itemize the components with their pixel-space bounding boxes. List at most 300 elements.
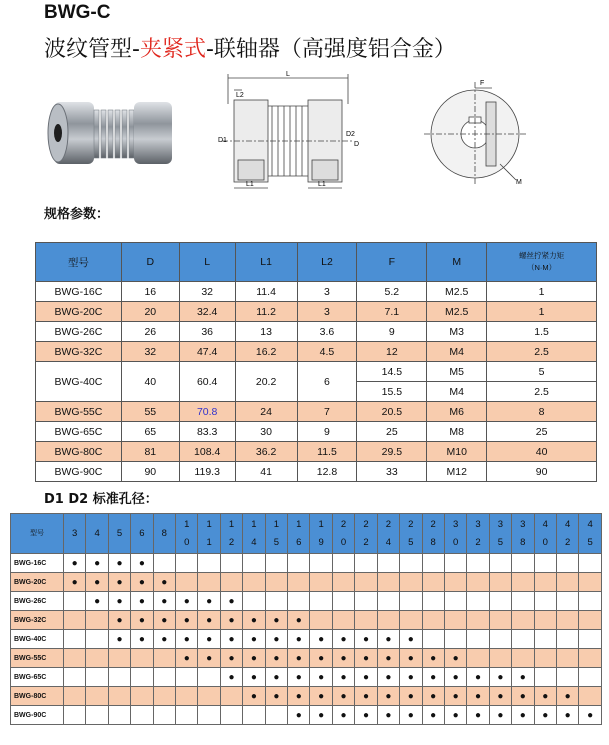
- spec-cell-l2: 11.5: [297, 442, 357, 462]
- bore-empty-cell: [131, 668, 153, 687]
- bore-available-dot: ●: [265, 649, 287, 668]
- bore-available-dot: ●: [198, 611, 220, 630]
- bore-empty-cell: [534, 554, 556, 573]
- bore-row: [11, 668, 602, 687]
- bore-available-dot: ●: [243, 687, 265, 706]
- bore-empty-cell: [64, 706, 86, 725]
- bore-col-size: [64, 514, 86, 554]
- bore-available-dot: ●: [355, 668, 377, 687]
- spec-cell-d: 90: [121, 462, 179, 482]
- bore-empty-cell: [198, 554, 220, 573]
- bore-size-label: 10: [184, 518, 190, 548]
- spec-cell-f: 33: [357, 462, 427, 482]
- bore-empty-cell: [220, 573, 242, 592]
- bore-available-dot: ●: [422, 649, 444, 668]
- title-red-part: 夹紧式: [139, 37, 206, 62]
- title-part1: 波纹管型-: [44, 37, 140, 62]
- spec-cell-t: 1.5: [487, 322, 597, 342]
- bore-available-dot: ●: [86, 554, 108, 573]
- bore-col-size: [176, 514, 198, 554]
- bore-available-dot: ●: [243, 611, 265, 630]
- bore-empty-cell: [534, 630, 556, 649]
- bore-available-dot: ●: [444, 687, 466, 706]
- bore-empty-cell: [64, 630, 86, 649]
- bore-empty-cell: [556, 668, 578, 687]
- bore-col-size: [131, 514, 153, 554]
- bore-empty-cell: [489, 611, 511, 630]
- spec-cell-l1: 11.2: [235, 302, 297, 322]
- bore-available-dot: ●: [220, 592, 242, 611]
- bore-row: [11, 687, 602, 706]
- spec-row: [36, 422, 597, 442]
- bore-empty-cell: [512, 611, 534, 630]
- bore-available-dot: ●: [131, 573, 153, 592]
- bore-empty-cell: [108, 706, 130, 725]
- spec-cell-model: BWG-55C: [36, 402, 122, 422]
- bore-empty-cell: [86, 649, 108, 668]
- bore-available-dot: ●: [377, 706, 399, 725]
- spec-cell-t: 8: [487, 402, 597, 422]
- bore-col-size: [153, 514, 175, 554]
- bore-empty-cell: [467, 630, 489, 649]
- bore-empty-cell: [579, 554, 602, 573]
- bore-empty-cell: [288, 573, 310, 592]
- bore-empty-cell: [64, 611, 86, 630]
- bore-size-label: 30: [452, 518, 459, 548]
- bore-available-dot: ●: [288, 706, 310, 725]
- spec-cell-model: BWG-16C: [36, 282, 122, 302]
- bore-row-model: BWG-65C: [11, 668, 64, 687]
- bore-available-dot: ●: [444, 706, 466, 725]
- bore-available-dot: ●: [265, 630, 287, 649]
- bore-available-dot: ●: [131, 592, 153, 611]
- spec-cell-t: 25: [487, 422, 597, 442]
- dim-L1: L1: [246, 181, 254, 188]
- bore-available-dot: ●: [355, 630, 377, 649]
- spec-cell-l: 32.4: [179, 302, 235, 322]
- bore-col-size: [512, 514, 534, 554]
- bore-available-dot: ●: [332, 687, 354, 706]
- bore-size-label: 38: [520, 518, 526, 548]
- spec-cell-model: BWG-32C: [36, 342, 122, 362]
- spec-cell-f: 14.5: [357, 362, 427, 382]
- bore-available-dot: ●: [265, 668, 287, 687]
- col-F: F: [357, 243, 427, 282]
- bore-available-dot: ●: [220, 611, 242, 630]
- bore-empty-cell: [332, 592, 354, 611]
- bore-available-dot: ●: [310, 630, 332, 649]
- bore-col-size: [265, 514, 287, 554]
- bore-size-label: 28: [430, 518, 436, 548]
- bore-available-dot: ●: [512, 668, 534, 687]
- bore-size-label: 15: [273, 518, 279, 548]
- bore-empty-cell: [332, 573, 354, 592]
- bore-available-dot: ●: [108, 554, 130, 573]
- spec-cell-m: M2.5: [427, 302, 487, 322]
- spec-cell-l: 119.3: [179, 462, 235, 482]
- bore-empty-cell: [422, 573, 444, 592]
- bore-available-dot: ●: [422, 668, 444, 687]
- bore-size-label: 45: [587, 518, 593, 548]
- spec-cell-model: BWG-90C: [36, 462, 122, 482]
- bore-empty-cell: [512, 573, 534, 592]
- bore-empty-cell: [467, 573, 489, 592]
- bore-available-dot: ●: [310, 706, 332, 725]
- bore-empty-cell: [556, 592, 578, 611]
- bore-col-size: [579, 514, 602, 554]
- bore-col-size: [556, 514, 578, 554]
- title-part2: -联轴器（高强度铝合金）: [205, 37, 456, 62]
- spec-cell-l1: 20.2: [235, 362, 297, 402]
- bore-empty-cell: [377, 573, 399, 592]
- spec-row: [36, 362, 597, 382]
- bore-size-label: 3: [72, 527, 78, 539]
- spec-row: [36, 322, 597, 342]
- bore-size-label: 5: [116, 527, 123, 539]
- spec-cell-model: BWG-65C: [36, 422, 122, 442]
- bore-empty-cell: [332, 611, 354, 630]
- bore-empty-cell: [556, 611, 578, 630]
- bore-row: [11, 706, 602, 725]
- spec-cell-l2: 9: [297, 422, 357, 442]
- bore-empty-cell: [534, 611, 556, 630]
- bore-col-size: [422, 514, 444, 554]
- bore-table: [10, 513, 602, 725]
- bore-row-model: BWG-16C: [11, 554, 64, 573]
- bore-empty-cell: [265, 592, 287, 611]
- bore-empty-cell: [243, 706, 265, 725]
- bore-available-dot: ●: [220, 649, 242, 668]
- bore-available-dot: ●: [288, 611, 310, 630]
- bore-available-dot: ●: [377, 687, 399, 706]
- bore-empty-cell: [265, 554, 287, 573]
- bore-size-label: 24: [385, 518, 392, 548]
- bore-available-dot: ●: [400, 630, 422, 649]
- spec-cell-l1: 36.2: [235, 442, 297, 462]
- bore-available-dot: ●: [198, 649, 220, 668]
- spec-row: [36, 302, 597, 322]
- bore-empty-cell: [400, 611, 422, 630]
- bore-size-label: 16: [296, 518, 302, 548]
- bore-col-size: [310, 514, 332, 554]
- spec-cell-d: 81: [121, 442, 179, 462]
- technical-drawing: [212, 70, 362, 194]
- bore-row-model: BWG-20C: [11, 573, 64, 592]
- bore-col-size: [355, 514, 377, 554]
- col-M: M: [427, 243, 487, 282]
- bore-empty-cell: [444, 554, 466, 573]
- bore-empty-cell: [198, 573, 220, 592]
- spec-cell-d: 20: [121, 302, 179, 322]
- bore-col-size: [467, 514, 489, 554]
- bore-col-size: [400, 514, 422, 554]
- bore-empty-cell: [153, 649, 175, 668]
- torque-header-line2: （N·M）: [527, 263, 557, 272]
- spec-cell-l2: 12.8: [297, 462, 357, 482]
- dim-D: D: [354, 141, 360, 148]
- spec-cell-l1: 11.4: [235, 282, 297, 302]
- spec-cell-m: M3: [427, 322, 487, 342]
- bore-empty-cell: [131, 706, 153, 725]
- bore-size-label: 19: [318, 518, 324, 548]
- spec-cell-d: 32: [121, 342, 179, 362]
- bore-available-dot: ●: [86, 592, 108, 611]
- bore-available-dot: ●: [489, 706, 511, 725]
- bore-empty-cell: [489, 630, 511, 649]
- bore-empty-cell: [400, 573, 422, 592]
- bore-col-size: [444, 514, 466, 554]
- bore-empty-cell: [512, 592, 534, 611]
- bore-empty-cell: [220, 706, 242, 725]
- bore-empty-cell: [579, 649, 602, 668]
- bore-empty-cell: [355, 554, 377, 573]
- spec-cell-f: 20.5: [357, 402, 427, 422]
- bore-available-dot: ●: [108, 573, 130, 592]
- bore-empty-cell: [176, 554, 198, 573]
- bore-empty-cell: [556, 573, 578, 592]
- bore-empty-cell: [422, 611, 444, 630]
- spec-cell-l: 70.8: [179, 402, 235, 422]
- bore-available-dot: ●: [288, 630, 310, 649]
- bore-col-size: [534, 514, 556, 554]
- spec-cell-f: 7.1: [357, 302, 427, 322]
- bore-available-dot: ●: [64, 554, 86, 573]
- bore-empty-cell: [377, 611, 399, 630]
- bore-empty-cell: [310, 573, 332, 592]
- spec-cell-l: 83.3: [179, 422, 235, 442]
- bore-available-dot: ●: [265, 611, 287, 630]
- bore-size-label: 6: [139, 527, 145, 539]
- bore-available-dot: ●: [265, 687, 287, 706]
- bore-available-dot: ●: [444, 649, 466, 668]
- bore-col-model: 型号: [11, 514, 64, 554]
- bore-row-model: BWG-40C: [11, 630, 64, 649]
- spec-body: [36, 282, 597, 482]
- bore-available-dot: ●: [467, 668, 489, 687]
- bore-empty-cell: [220, 554, 242, 573]
- bore-empty-cell: [400, 592, 422, 611]
- bore-empty-cell: [355, 592, 377, 611]
- bore-empty-cell: [444, 573, 466, 592]
- bore-empty-cell: [579, 630, 602, 649]
- bore-empty-cell: [467, 554, 489, 573]
- bore-size-label: 22: [363, 518, 369, 548]
- spec-cell-m: M12: [427, 462, 487, 482]
- product-photo: [40, 88, 180, 180]
- col-L1: L1: [235, 243, 297, 282]
- bore-available-dot: ●: [332, 706, 354, 725]
- spec-cell-m: M2.5: [427, 282, 487, 302]
- bore-empty-cell: [288, 592, 310, 611]
- bore-row: [11, 611, 602, 630]
- spec-cell-t2: 2.5: [487, 382, 597, 402]
- bore-available-dot: ●: [422, 687, 444, 706]
- bore-available-dot: ●: [332, 630, 354, 649]
- bore-row-model: BWG-32C: [11, 611, 64, 630]
- bore-empty-cell: [131, 687, 153, 706]
- spec-row: [36, 282, 597, 302]
- spec-cell-l2: 3: [297, 282, 357, 302]
- bore-empty-cell: [86, 630, 108, 649]
- bore-empty-cell: [153, 687, 175, 706]
- bore-empty-cell: [400, 554, 422, 573]
- bore-empty-cell: [489, 592, 511, 611]
- spec-cell-l2: 4.5: [297, 342, 357, 362]
- spec-cell-f: 29.5: [357, 442, 427, 462]
- bore-available-dot: ●: [288, 649, 310, 668]
- bore-empty-cell: [422, 630, 444, 649]
- bore-size-label: 11: [206, 518, 212, 548]
- spec-cell-l2: 7: [297, 402, 357, 422]
- spec-cell-f: 9: [357, 322, 427, 342]
- col-torque: [487, 243, 597, 282]
- bore-empty-cell: [108, 668, 130, 687]
- bore-available-dot: ●: [400, 649, 422, 668]
- spec-cell-m: M6: [427, 402, 487, 422]
- bore-available-dot: ●: [512, 687, 534, 706]
- bore-col-size: [108, 514, 130, 554]
- bore-empty-cell: [86, 668, 108, 687]
- bore-col-size: [288, 514, 310, 554]
- spec-cell-l: 108.4: [179, 442, 235, 462]
- bore-available-dot: ●: [355, 706, 377, 725]
- bore-available-dot: ●: [153, 611, 175, 630]
- spec-cell-l: 47.4: [179, 342, 235, 362]
- bore-empty-cell: [489, 554, 511, 573]
- bore-available-dot: ●: [243, 668, 265, 687]
- bore-available-dot: ●: [64, 573, 86, 592]
- bore-size-label: 4: [94, 527, 100, 539]
- bore-empty-cell: [489, 649, 511, 668]
- bore-available-dot: ●: [377, 630, 399, 649]
- spec-cell-m: M5: [427, 362, 487, 382]
- spec-cell-l1: 30: [235, 422, 297, 442]
- spec-cell-model: BWG-20C: [36, 302, 122, 322]
- bore-available-dot: ●: [310, 687, 332, 706]
- spec-cell-l2: 6: [297, 362, 357, 402]
- bore-size-label: 20: [340, 518, 347, 548]
- bore-available-dot: ●: [310, 668, 332, 687]
- bore-empty-cell: [512, 649, 534, 668]
- spec-cell-m: M4: [427, 342, 487, 362]
- bore-empty-cell: [198, 668, 220, 687]
- bore-available-dot: ●: [243, 630, 265, 649]
- bore-size-label: 42: [564, 518, 571, 548]
- bore-available-dot: ●: [400, 687, 422, 706]
- bore-size-label: 32: [475, 518, 481, 548]
- bore-empty-cell: [556, 630, 578, 649]
- spec-cell-t: 1: [487, 302, 597, 322]
- bore-empty-cell: [310, 592, 332, 611]
- dim-F: F: [480, 80, 485, 87]
- bore-available-dot: ●: [467, 706, 489, 725]
- spec-cell-f: 12: [357, 342, 427, 362]
- bore-empty-cell: [176, 668, 198, 687]
- bore-row-model: BWG-80C: [11, 687, 64, 706]
- bore-empty-cell: [64, 668, 86, 687]
- col-L2: L2: [297, 243, 357, 282]
- spec-cell-f: 5.2: [357, 282, 427, 302]
- bore-empty-cell: [131, 649, 153, 668]
- bore-empty-cell: [220, 687, 242, 706]
- bore-available-dot: ●: [108, 592, 130, 611]
- bore-col-size: [489, 514, 511, 554]
- dim-L: L: [286, 71, 290, 78]
- bore-row: [11, 592, 602, 611]
- bore-empty-cell: [467, 592, 489, 611]
- dim-L2: L2: [236, 92, 244, 99]
- bore-empty-cell: [64, 649, 86, 668]
- bore-available-dot: ●: [332, 668, 354, 687]
- spec-row: [36, 402, 597, 422]
- bore-size-label: 12: [228, 518, 235, 548]
- bore-header-row: [11, 514, 602, 554]
- bore-empty-cell: [198, 687, 220, 706]
- bore-empty-cell: [444, 592, 466, 611]
- product-code: BWG-C: [44, 2, 111, 23]
- bore-available-dot: ●: [288, 687, 310, 706]
- bore-available-dot: ●: [444, 668, 466, 687]
- bore-empty-cell: [422, 592, 444, 611]
- bore-col-size: [332, 514, 354, 554]
- spec-cell-t: 40: [487, 442, 597, 462]
- spec-cell-t: 5: [487, 362, 597, 382]
- bore-empty-cell: [444, 611, 466, 630]
- spec-cell-f2: 15.5: [357, 382, 427, 402]
- bore-empty-cell: [288, 554, 310, 573]
- spec-cell-d: 26: [121, 322, 179, 342]
- bore-available-dot: ●: [108, 611, 130, 630]
- bore-size-label: 25: [408, 518, 414, 548]
- bore-available-dot: ●: [288, 668, 310, 687]
- spec-row: [36, 342, 597, 362]
- bore-empty-cell: [422, 554, 444, 573]
- spec-cell-model: BWG-26C: [36, 322, 122, 342]
- bore-available-dot: ●: [131, 611, 153, 630]
- page-title: [44, 32, 456, 63]
- bore-empty-cell: [377, 592, 399, 611]
- col-L: L: [179, 243, 235, 282]
- spec-cell-t: 1: [487, 282, 597, 302]
- bore-empty-cell: [377, 554, 399, 573]
- bore-available-dot: ●: [198, 592, 220, 611]
- bore-available-dot: ●: [355, 687, 377, 706]
- bore-available-dot: ●: [176, 592, 198, 611]
- bore-available-dot: ●: [176, 611, 198, 630]
- spec-cell-l: 32: [179, 282, 235, 302]
- bore-empty-cell: [176, 706, 198, 725]
- bore-col-size: [377, 514, 399, 554]
- bore-empty-cell: [579, 687, 602, 706]
- bore-available-dot: ●: [422, 706, 444, 725]
- bore-empty-cell: [198, 706, 220, 725]
- bore-empty-cell: [556, 649, 578, 668]
- spec-cell-model: BWG-80C: [36, 442, 122, 462]
- bore-empty-cell: [467, 649, 489, 668]
- bore-available-dot: ●: [467, 687, 489, 706]
- spec-cell-model: BWG-40C: [36, 362, 122, 402]
- bore-empty-cell: [310, 611, 332, 630]
- bore-available-dot: ●: [377, 649, 399, 668]
- bore-empty-cell: [534, 649, 556, 668]
- bore-row: [11, 554, 602, 573]
- bore-available-dot: ●: [131, 554, 153, 573]
- specs-heading: 规格参数：: [44, 207, 110, 222]
- spec-cell-l1: 16.2: [235, 342, 297, 362]
- bore-size-label: 40: [542, 518, 548, 548]
- bore-row: [11, 573, 602, 592]
- bore-col-size: [198, 514, 220, 554]
